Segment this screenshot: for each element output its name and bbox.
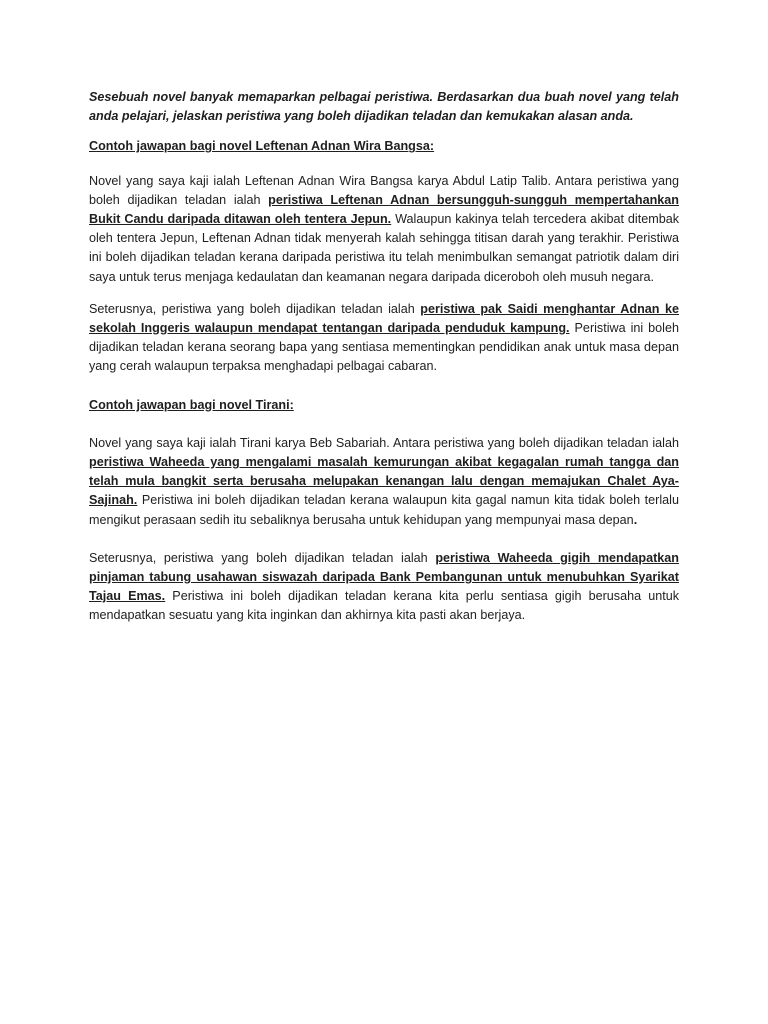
paragraph-text: Novel yang saya kaji ialah Leftenan Adnan Wira Bangsa karya Abdul Latip Talib. Antara peristiwa yang boleh dijadikan teladan ialah <box>89 173 679 207</box>
question-text: Sesebuah novel banyak memaparkan pelbagai peristiwa. Berdasarkan dua buah novel yang telah anda pelajari, jelaskan peristiwa yang boleh dijadikan teladan dan kemukakan alasan anda. <box>89 90 679 124</box>
paragraph-text: Peristiwa ini boleh dijadikan teladan kerana walaupun kita gagal namun kita tidak boleh terlalu mengikut perasaan sedih itu sebaliknya berusaha untuk kehidupan yang mempunyai masa depan <box>89 493 679 527</box>
highlighted-event: peristiwa Waheeda yang mengalami masalah kemurungan akibat kegagalan rumah tangga dan <box>89 455 679 470</box>
section-heading-leftenan-adnan: Contoh jawapan bagi novel Leftenan Adnan Wira Bangsa: <box>89 139 435 154</box>
section-heading-tirani: Contoh jawapan bagi novel Tirani: <box>89 397 294 412</box>
paragraph-tirani-2 <box>89 549 679 626</box>
paragraph-text: Walaupun kakinya telah tercedera akibat ditembak oleh tentera Jepun, Leftenan Adnan tidak menyerah kalah sehingga titisan darah yang terakhir. Peristiwa ini boleh dijadikan teladan kerana daripada peristiwa itu telah menimbulkan semangat patriotik dalam diri saya untuk terus menjaga kedaulatan dan keamanan negara daripada diceroboh oleh musuh negara. <box>89 212 679 284</box>
paragraph-period: . <box>633 512 638 527</box>
paragraph-text: Seterusnya, peristiwa yang boleh dijadikan teladan ialah <box>89 550 436 565</box>
paragraph-text: Peristiwa ini boleh dijadikan teladan kerana seorang bapa yang sentiasa mementingkan pendidikan anak untuk masa depan yang cerah walaupun terpaksa menghadapi pelbagai cabaran. <box>89 321 679 374</box>
paragraph-text: Seterusnya, peristiwa yang boleh dijadikan teladan ialah <box>89 301 421 316</box>
paragraph-tirani-1 <box>89 434 679 530</box>
highlighted-event: peristiwa pak Saidi menghantar Adnan ke sekolah Inggeris walaupun mendapat tentangan daripada penduduk kampung. <box>89 301 679 336</box>
paragraph-text: Novel yang saya kaji ialah Tirani karya Beb Sabariah. Antara peristiwa yang boleh dijadikan teladan ialah <box>89 435 679 450</box>
paragraph-text: Peristiwa ini boleh dijadikan teladan kerana kita perlu sentiasa gigih berusaha untuk mendapatkan sesuatu yang kita inginkan dan akhirnya kita pasti akan berjaya. <box>89 589 680 623</box>
highlighted-event: peristiwa Leftenan Adnan bersungguh-sungguh mempertahankan Bukit Candu daripada ditawan oleh tentera Jepun. <box>89 192 679 227</box>
highlighted-event: telah mula bangkit serta berusaha melupakan kenangan lalu dengan memajukan Chalet Aya- <box>89 474 679 489</box>
paragraph-leftenan-adnan-1 <box>89 172 679 287</box>
highlighted-event: Sajinah. <box>89 493 138 508</box>
highlighted-event: peristiwa Waheeda gigih mendapatkan pinjaman tabung usahawan siswazah daripada Bank Pembangunan untuk menubuhkan Syarikat Tajau Emas. <box>89 550 679 604</box>
paragraph-leftenan-adnan-2 <box>89 300 679 377</box>
